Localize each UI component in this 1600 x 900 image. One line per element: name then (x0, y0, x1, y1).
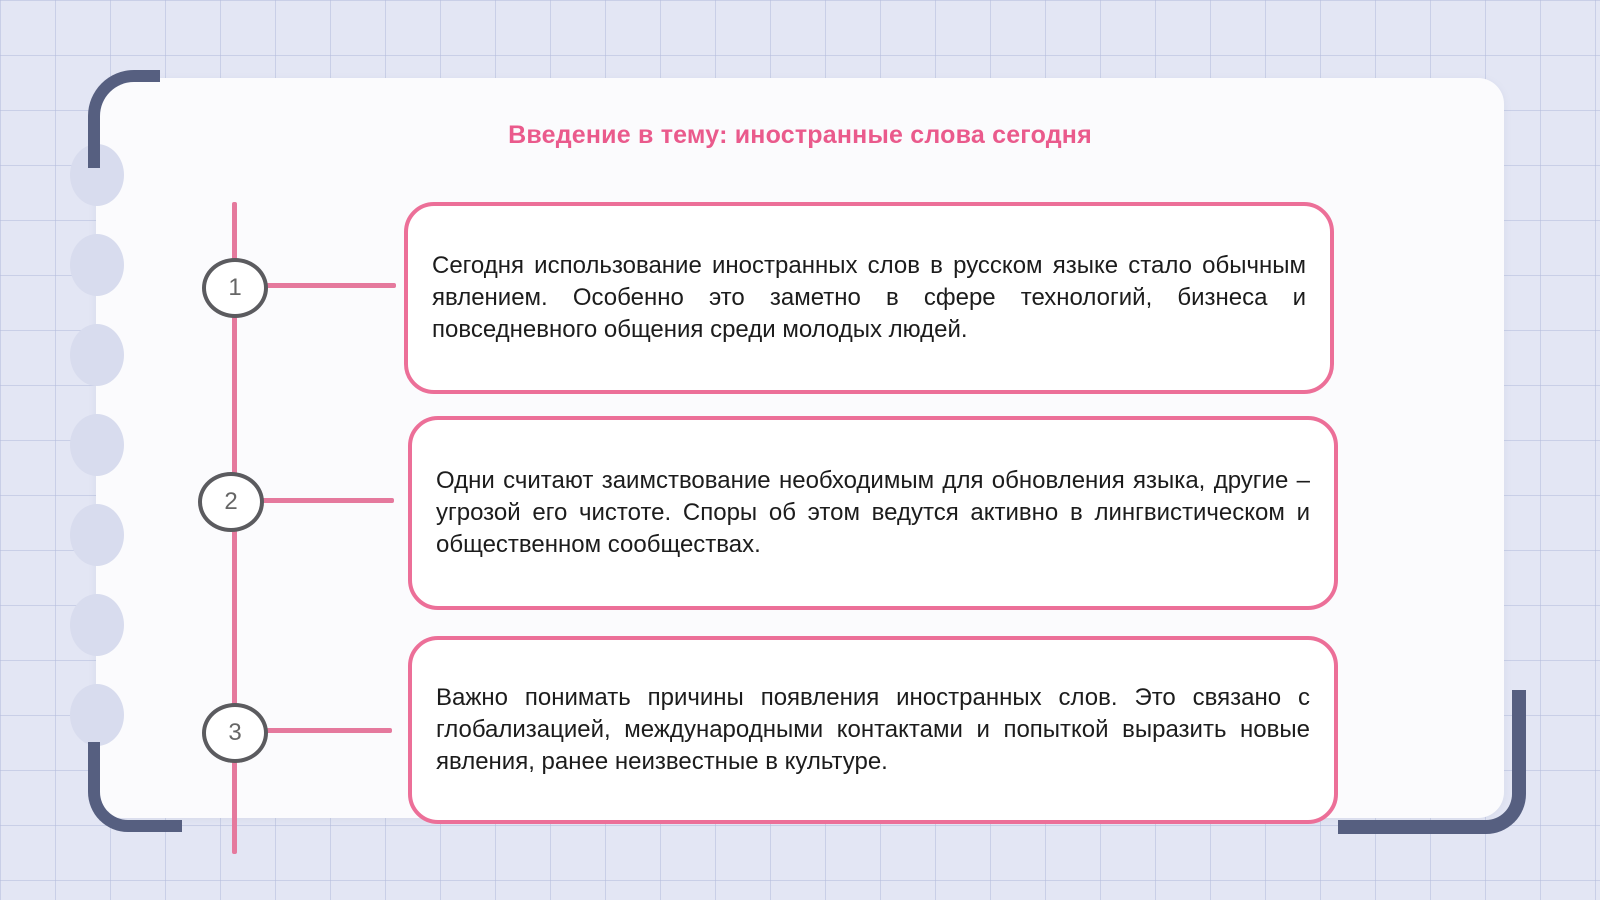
slide-title: Введение в тему: иностранные слова сегодня (508, 121, 1092, 149)
connector-line-2 (262, 498, 394, 503)
info-box-2 (408, 416, 1338, 610)
info-box-1 (404, 202, 1334, 394)
frame-corner-bottom-left (88, 742, 182, 832)
frame-corner-bottom-right (1338, 690, 1526, 834)
info-box-text: Одни считают заимствование необходимым для обновления языка, другие – угрозой его чистоте. Споры об этом ведутся активно в лингвистическом и общественном сообществах. (436, 467, 1310, 558)
step-number-2: 2 (198, 472, 264, 532)
info-box-3 (408, 636, 1338, 824)
connector-line-3 (264, 728, 392, 733)
info-box-text: Сегодня использование иностранных слов в русском языке стало обычным явлением. Особенно это заметно в сфере технологий, бизнеса и повседневного общения среди молодых людей. (432, 252, 1306, 343)
step-number-1: 1 (202, 258, 268, 318)
connector-line-1 (264, 283, 396, 288)
torn-edge-decoration (96, 100, 126, 800)
info-box-text: Важно понимать причины появления иностранных слов. Это связано с глобализацией, международными контактами и попыткой выразить новые явления, ранее неизвестные в культуре. (436, 684, 1310, 775)
frame-corner-top-left (88, 70, 160, 168)
step-number-3: 3 (202, 703, 268, 763)
